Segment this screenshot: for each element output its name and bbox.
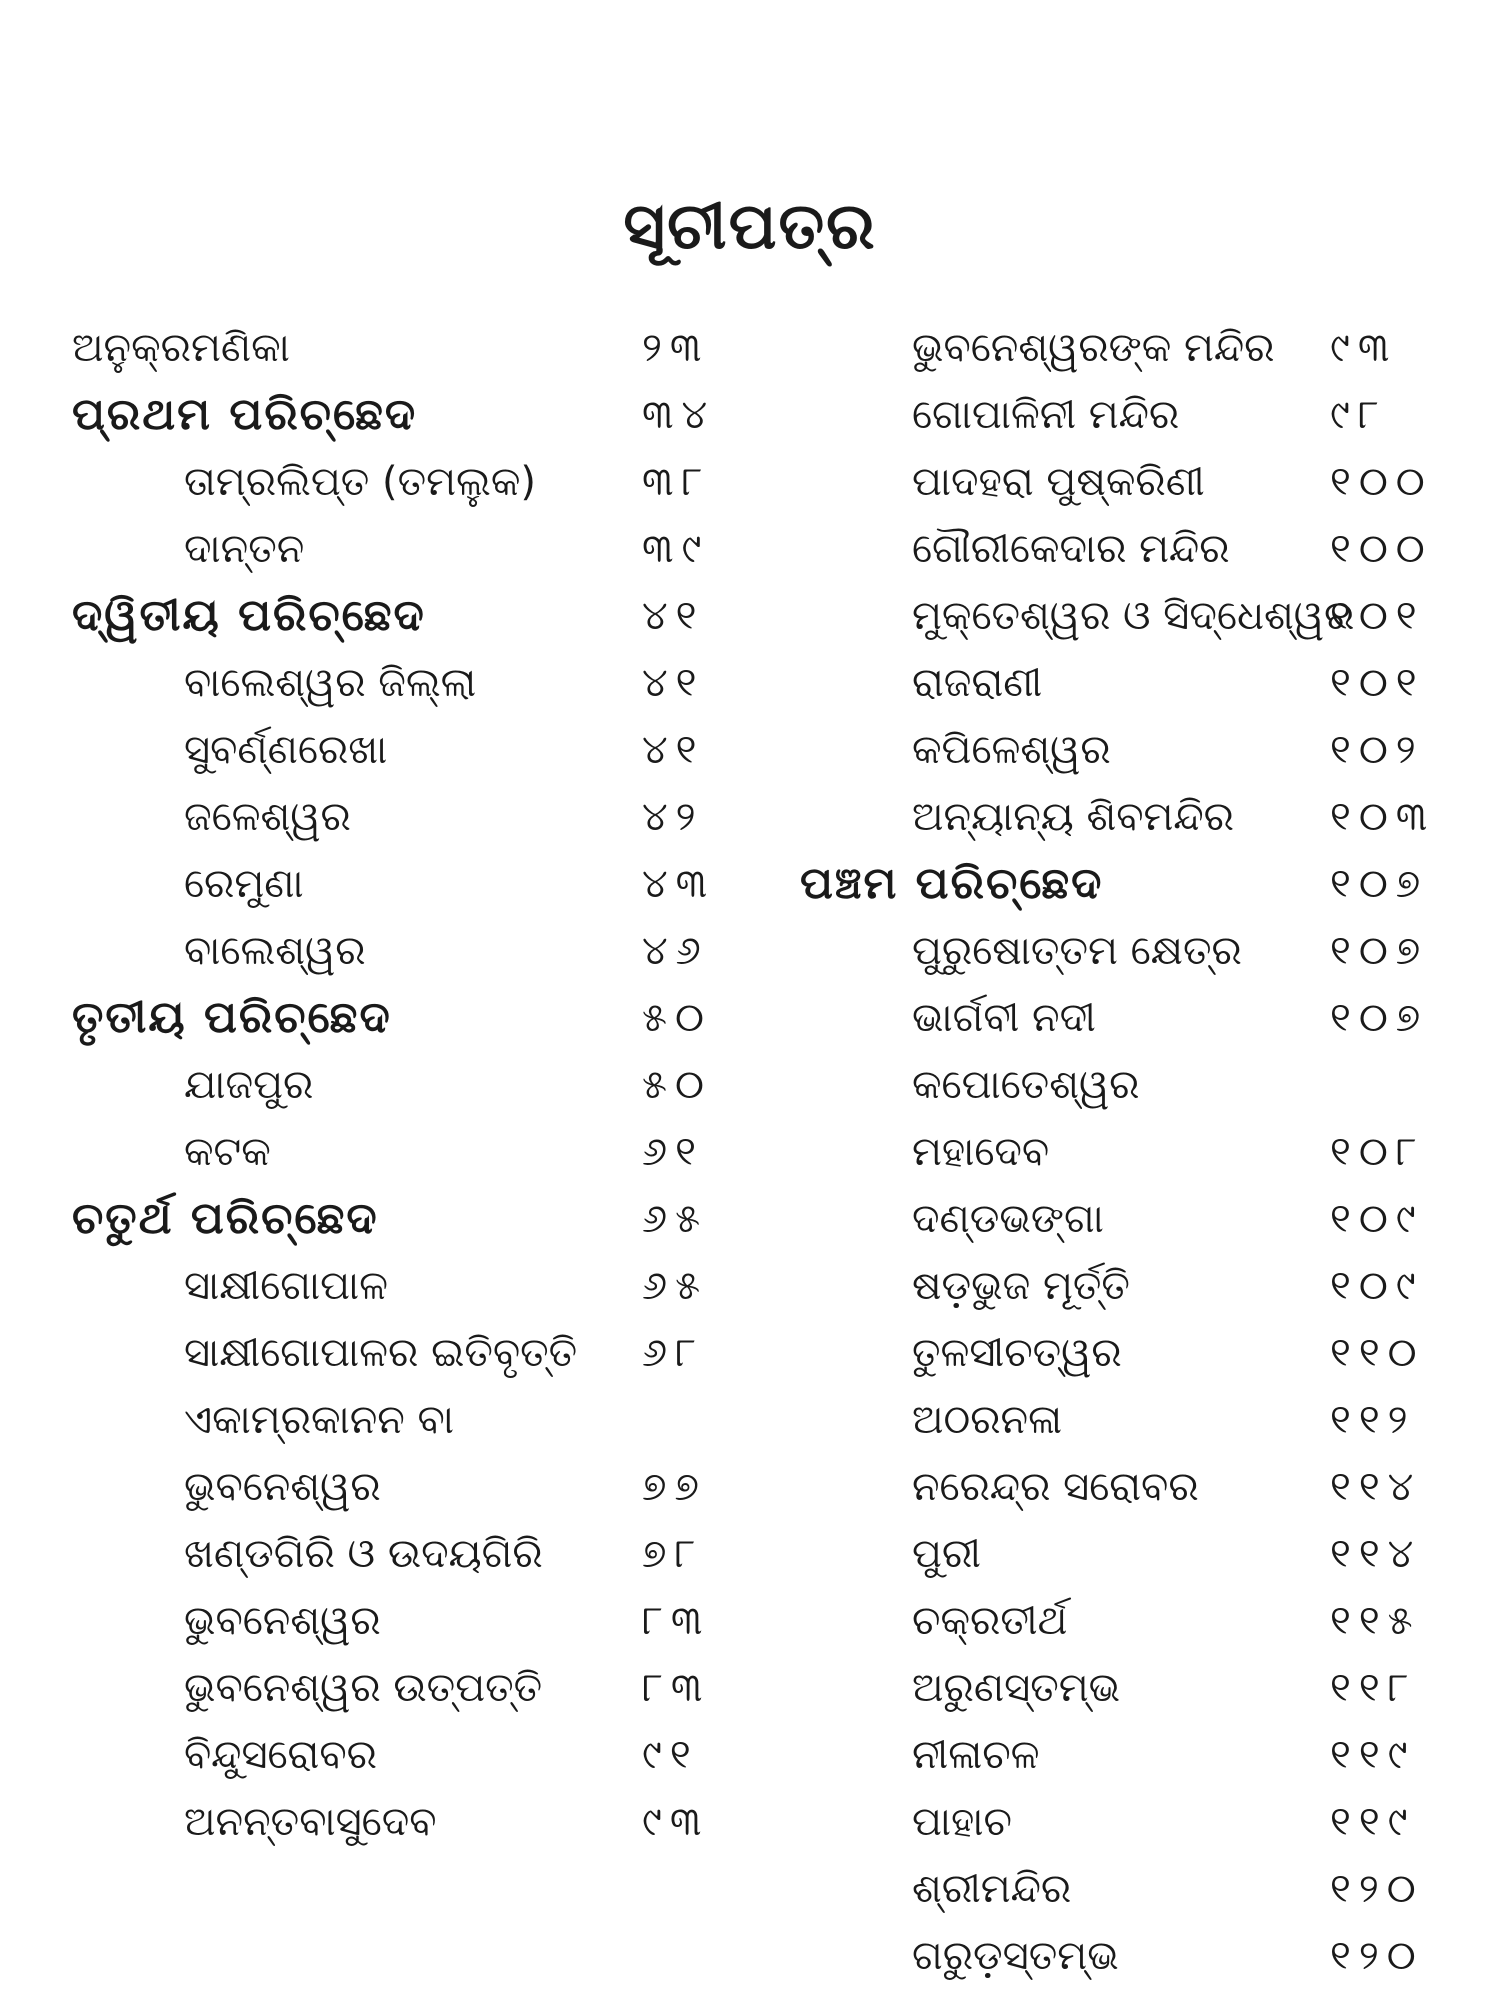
toc-entry-title: ଅନନ୍ତବାସୁଦେବ <box>184 1799 437 1845</box>
toc-page-number: ୩୯ <box>642 526 710 572</box>
toc-page-number: ୯୮ <box>1330 392 1387 438</box>
toc-page-number: ୪୧ <box>642 660 705 706</box>
toc-entry-title: ପୁରୀ <box>912 1531 981 1577</box>
toc-page-number: ୩୪ <box>642 392 716 438</box>
toc-entry-title: ସାକ୍ଷୀଗୋପାଳ <box>184 1263 389 1309</box>
toc-page-number: ୧୦୯ <box>1330 1196 1424 1242</box>
toc-entry-title: ଅନ୍ୟାନ୍ୟ ଶିବମନ୍ଦିର <box>912 794 1234 840</box>
toc-entry-title: ସୁବର୍ଣ୍ଣରେଖା <box>184 727 388 773</box>
toc-entry-title: ଭାର୍ଗବୀ ନଦୀ <box>912 995 1096 1041</box>
toc-page-number: ୧୧୪ <box>1330 1531 1422 1577</box>
toc-page-number: ୪୬ <box>642 928 709 974</box>
toc-page-number: ୬୧ <box>642 1129 704 1175</box>
toc-entry-title: ଏକାମ୍ରକାନନ ବା <box>184 1397 454 1443</box>
toc-entry-title: ଭୁବନେଶ୍ୱର ଉତ୍ପତ୍ତି <box>184 1665 543 1711</box>
toc-entry-title: ଦ୍ୱିତୀୟ ପରିଚ୍ଛେଦ <box>72 590 426 641</box>
toc-entry-title: ଭୁବନେଶ୍ୱର <box>184 1598 381 1644</box>
toc-entry-title: କପୋତେଶ୍ୱର <box>912 1062 1140 1108</box>
toc-entry-title: ଖଣ୍ଡଗିରି ଓ ଉଦୟଗିରି <box>184 1531 543 1577</box>
toc-entry-title: ରେମୁଣା <box>184 861 304 907</box>
toc-entry-title: ଅରୁଣସ୍ତମ୍ଭ <box>912 1665 1121 1711</box>
toc-page-number: ୭୮ <box>642 1531 704 1577</box>
toc-entry-title: ତୃତୀୟ ପରିଚ୍ଛେଦ <box>72 992 392 1043</box>
toc-entry-title: ତାମ୍ରଲିପ୍ତ (ତମଲୁକ) <box>184 459 537 505</box>
toc-entry-title: ମହାଦେବ <box>912 1129 1050 1175</box>
toc-page-number: ୧୦୭ <box>1330 928 1429 974</box>
toc-entry-title: ନୀଳାଚଳ <box>912 1732 1040 1778</box>
toc-page-number: ୧୦୧ <box>1330 593 1425 639</box>
toc-page-number: ୩୮ <box>642 459 711 505</box>
toc-entry-title: ଗରୁଡ଼ସ୍ତମ୍ଭ <box>912 1933 1119 1979</box>
toc-page-number: ୪୧ <box>642 727 705 773</box>
toc-entry-title: ଚକ୍ରତୀର୍ଥ <box>912 1598 1068 1644</box>
toc-page-number: ୯୩ <box>1330 325 1398 371</box>
toc-page-number: ୪୧ <box>642 593 705 639</box>
toc-entry-title: ଗୋପାଳିନୀ ମନ୍ଦିର <box>912 392 1180 438</box>
toc-entry-title: ବାଲେଶ୍ୱର <box>184 928 366 974</box>
toc-page-number: ୧୨୦ <box>1330 1866 1424 1912</box>
toc-entry-title: ଯାଜପୁର <box>184 1062 314 1108</box>
toc-entry-title: ପାଦହରା ପୁଷ୍କରିଣୀ <box>912 459 1205 505</box>
toc-entry-title: ରାଜରାଣୀ <box>912 660 1043 706</box>
toc-page-number: ୧୦୧ <box>1330 660 1425 706</box>
toc-entry-title: ପୁରୁଷୋତ୍ତମ କ୍ଷେତ୍ର <box>912 928 1242 974</box>
toc-page-number: ୧୦୯ <box>1330 1263 1424 1309</box>
toc-entry-title: ଜଳେଶ୍ୱର <box>184 794 351 840</box>
toc-page-number: ୬୮ <box>642 1330 704 1376</box>
page-title: ସୂଚୀପତ୍ର <box>623 190 877 264</box>
toc-page-number: ୭୭ <box>642 1464 707 1510</box>
toc-entry-title: ଭୁବନେଶ୍ୱରଙ୍କ ମନ୍ଦିର <box>912 325 1275 371</box>
toc-page-number: ୪୨ <box>642 794 704 840</box>
toc-entry-title: କଟକ <box>184 1129 271 1175</box>
toc-page-number: ୧୦୩ <box>1330 794 1436 840</box>
toc-entry-title: ଦଣ୍ଡଭଙ୍ଗା <box>912 1196 1104 1242</box>
toc-entry-title: ସାକ୍ଷୀଗୋପାଳର ଇତିବୃତ୍ତି <box>184 1330 578 1376</box>
toc-entry-title: ପ୍ରଥମ ପରିଚ୍ଛେଦ <box>72 389 418 440</box>
toc-entry-title: ବାଲେଶ୍ୱର ଜିଲ୍ଲା <box>184 660 477 706</box>
toc-page-number: ୮୩ <box>642 1665 711 1711</box>
toc-page-number: ୧୦୭ <box>1330 861 1429 907</box>
toc-page-number: ୧୧୯ <box>1330 1799 1416 1845</box>
toc-entry-title: ଅଠରନଳା <box>912 1397 1063 1443</box>
toc-page-number: ୫୦ <box>642 1062 712 1108</box>
toc-entry-title: ପାହାଚ <box>912 1799 1012 1845</box>
toc-page-number: ୧୧୪ <box>1330 1464 1422 1510</box>
toc-entry-title: ପଞ୍ଚମ ପରିଚ୍ଛେଦ <box>800 858 1104 909</box>
toc-entry-title: ନରେନ୍ଦ୍ର ସରୋବର <box>912 1464 1199 1510</box>
toc-page-number: ୬୫ <box>642 1196 709 1242</box>
toc-page-number: ୧୧୮ <box>1330 1665 1417 1711</box>
toc-page-number: ୧୦୦ <box>1330 459 1433 505</box>
toc-page-number: ୧୨୦ <box>1330 1933 1424 1979</box>
toc-entry-title: ଦାନ୍ତନ <box>184 526 305 572</box>
toc-entry-title: ଚତୁର୍ଥ ପରିଚ୍ଛେଦ <box>72 1193 379 1244</box>
toc-page-number: ୧୧୦ <box>1330 1330 1425 1376</box>
toc-page-number: ୧୦୭ <box>1330 995 1429 1041</box>
toc-page-number: ୫୦ <box>642 995 712 1041</box>
toc-page-number: ୨୩ <box>642 325 710 371</box>
toc-entry-title: ତୁଳସୀଚତ୍ୱର <box>912 1330 1122 1376</box>
toc-page-number: ୯୧ <box>642 1732 699 1778</box>
toc-page-number: ୮୩ <box>642 1598 711 1644</box>
toc-page-number: ୯୩ <box>642 1799 710 1845</box>
toc-page-number: ୬୫ <box>642 1263 709 1309</box>
toc-entry-title: ଭୁବନେଶ୍ୱର <box>184 1464 381 1510</box>
toc-page-number: ୧୦୦ <box>1330 526 1433 572</box>
toc-page-number: ୧୧୫ <box>1330 1598 1421 1644</box>
toc-entry-title: ମୁକ୍ତେଶ୍ୱର ଓ ସିଦ୍ଧେଶ୍ୱର <box>912 593 1355 639</box>
toc-entry-title: ଶ୍ରୀମନ୍ଦିର <box>912 1866 1072 1912</box>
toc-entry-title: କପିଳେଶ୍ୱର <box>912 727 1111 773</box>
toc-entry-title: ଗୌରୀକେଦାର ମନ୍ଦିର <box>912 526 1230 572</box>
toc-entry-title: ଅନୁକ୍ରମଣିକା <box>72 325 290 371</box>
toc-entry-title: ଷଡ଼ଭୁଜ ମୂର୍ତ୍ତି <box>912 1263 1130 1309</box>
toc-page-number: ୧୧୯ <box>1330 1732 1416 1778</box>
toc-page-number: ୪୩ <box>642 861 716 907</box>
toc-page-number: ୧୦୨ <box>1330 727 1424 773</box>
toc-page-number: ୧୦୮ <box>1330 1129 1425 1175</box>
toc-page-number: ୧୧୨ <box>1330 1397 1416 1443</box>
toc-entry-title: ବିନ୍ଦୁସରୋବର <box>184 1732 377 1778</box>
